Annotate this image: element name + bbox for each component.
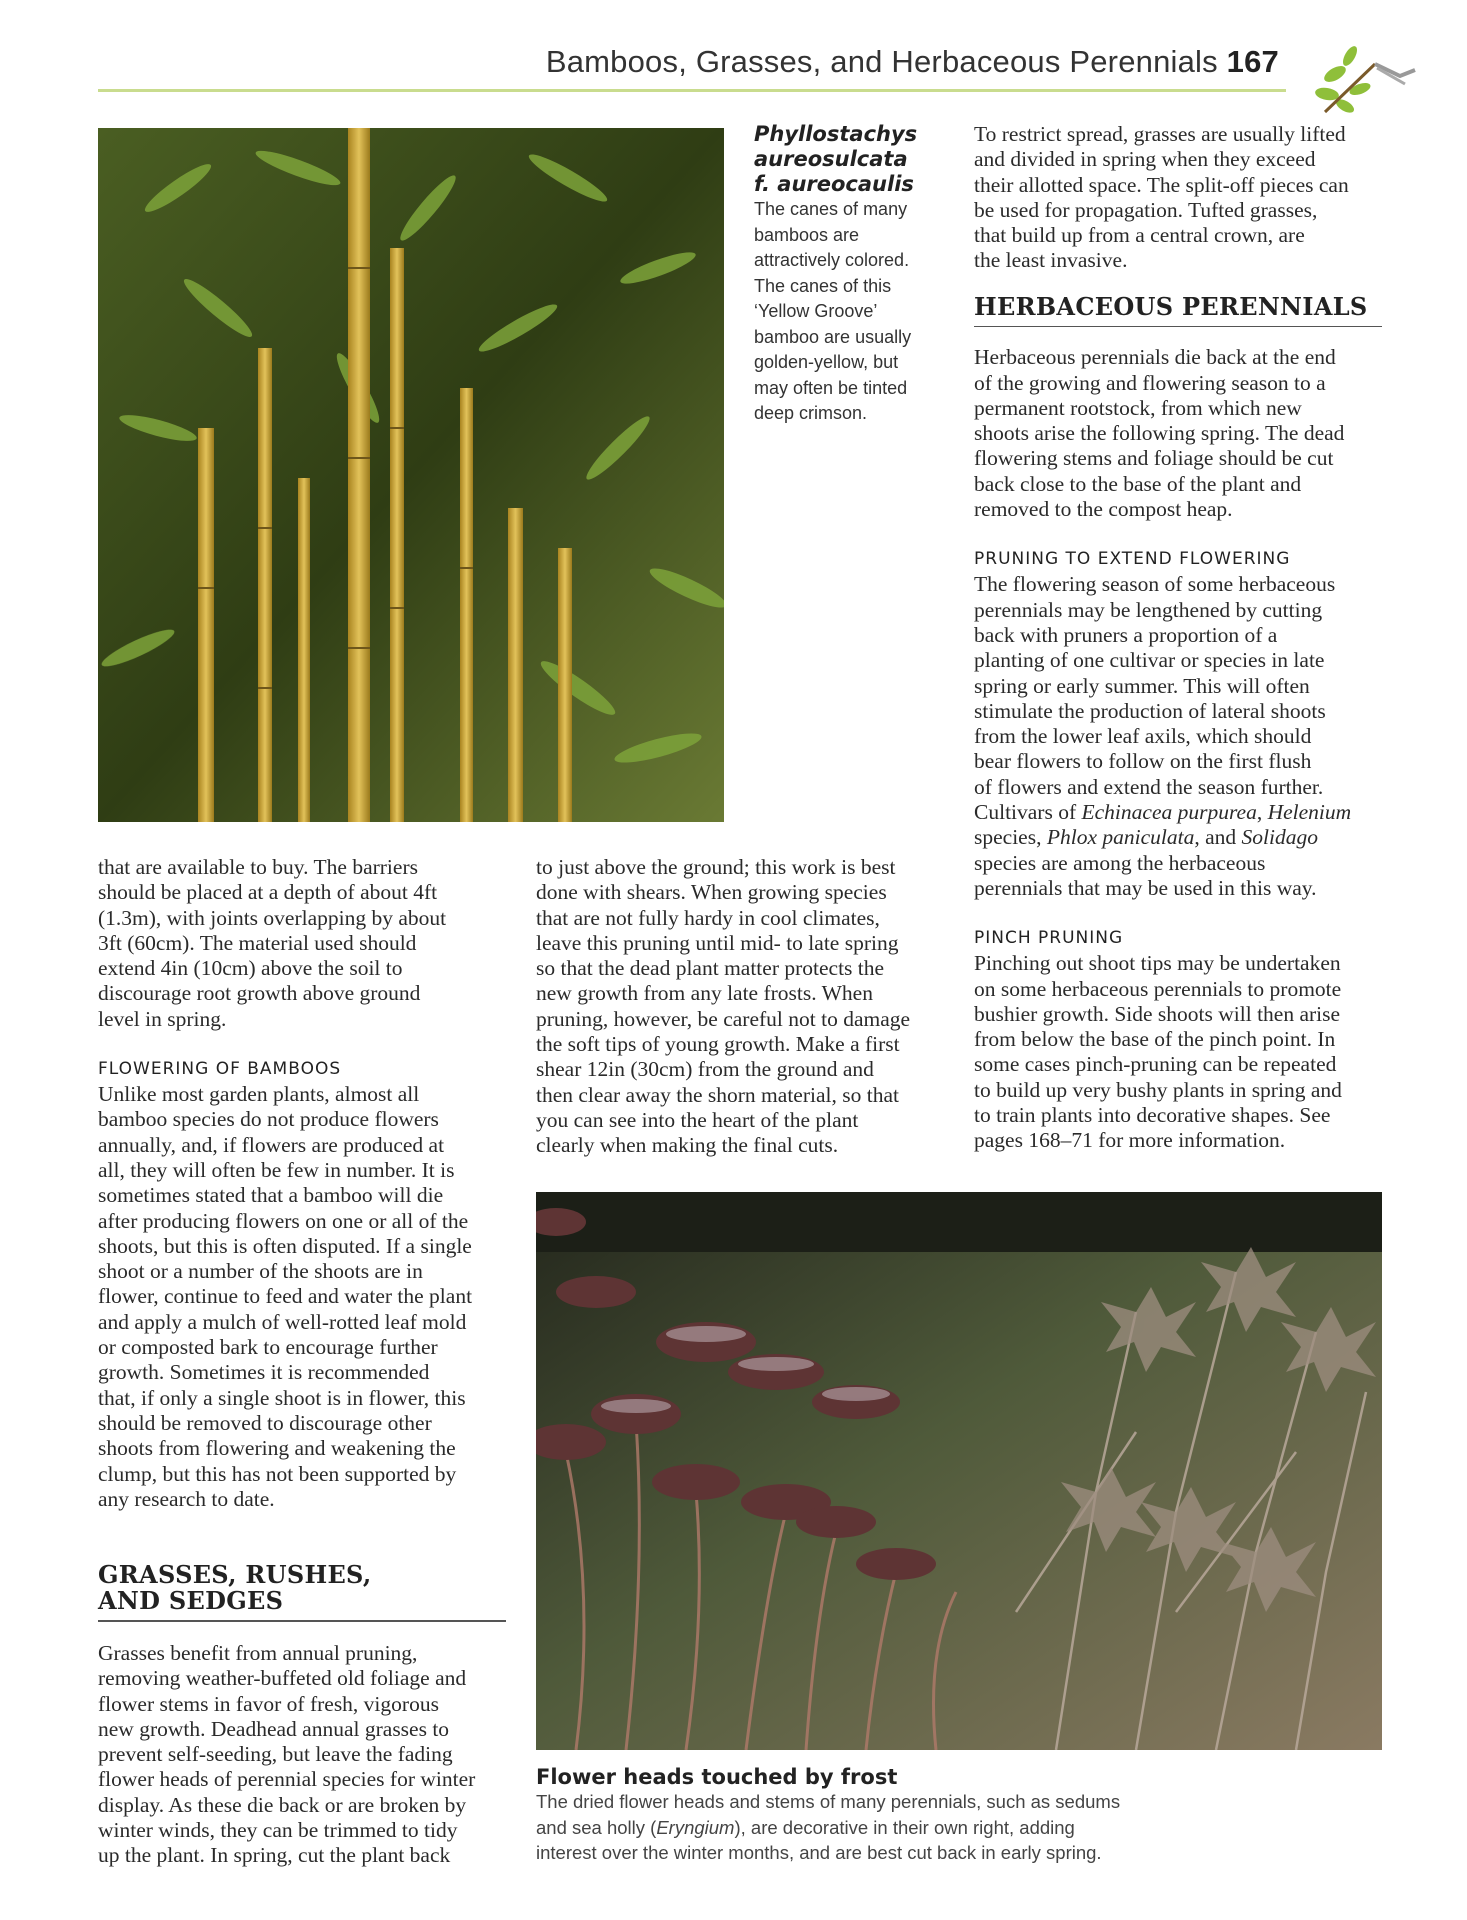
- bamboo-caption-body: The canes of many bamboos are attractively colored. The canes of this ‘Yellow Groove’ bamboo are usually golden-yellow, but may often be tinted deep crimson.: [754, 199, 912, 423]
- running-header: [546, 44, 1279, 80]
- bamboo-photo: [98, 128, 724, 822]
- column-2: to just above the ground; this work is best done with shears. When growing species that are not fully hardy in cool climates, leave this pruning until mid- to late spring so that the dead plant matter protects the new growth from any late frosts. When pruning, however, be careful not to damage the soft tips of young growth. Make a first shear 12in (30cm) from the ground and then clear away the shorn material, so that you can see into the heart of the plant clearly when making the final cuts.: [536, 855, 911, 1158]
- bamboo-illustration: [98, 128, 724, 822]
- column-3: [974, 122, 1394, 1154]
- leaf-pruner-icon: [1305, 34, 1425, 124]
- herbaceous-heading-rule: [974, 326, 1382, 328]
- herbaceous-heading: HERBACEOUS PERENNIALS: [974, 291, 1368, 321]
- bamboo-caption-title: Phyllostachys aureosulcata f. aureocaulis: [754, 122, 918, 196]
- frost-caption-body: The dried flower heads and stems of many perennials, such as sedums and sea holly (Eryngium), are decorative in their own right, adding interest over the winter months, and are best cut back in early spring.: [536, 1791, 1121, 1863]
- page-number: 167: [1226, 44, 1279, 79]
- flowering-paragraph: Unlike most garden plants, almost all bamboo species do not produce flowers annually, and, if flowers are produced at all, they will often be few in number. It is sometimes stated that a bamboo will die after producing flowers on one or all of the shoots, but this is often disputed. If a single shoot or a number of the shoots are in flower, continue to feed and water the plant and apply a mulch of well-rotted leaf mold or composted bark to encourage further growth. Sometimes it is recommended that, if only a single shoot is in flower, this should be removed to discourage other shoots from flowering and weakening the clump, but this has not been supported by any research to date.: [98, 1082, 473, 1511]
- frost-flowers-illustration: [536, 1192, 1382, 1750]
- extend-flowering-paragraph: The flowering season of some herbaceous perennials may be lengthened by cutting back with pruners a proportion of a planting of one cultivar or species in late spring or early summer. This will often stimulate the production of lateral shoots from the lower leaf axils, which should bear flowers to follow on the first flush of flowers and extend the season further. Cultivars of Echinacea purpurea, Helenium species, Phlox paniculata, and Solidago species are among the herbaceous perennials that may be used in this way.: [974, 572, 1394, 901]
- restrict-spread-paragraph: To restrict spread, grasses are usually lifted and divided in spring when they exceed their allotted space. The split-off pieces can be used for propagation. Tufted grasses, that build up from a central crown, are the least invasive.: [974, 122, 1349, 273]
- pruning-to-extend-flowering-heading: PRUNING TO EXTEND FLOWERING: [974, 549, 1291, 570]
- header-rule: [98, 89, 1286, 92]
- flowering-of-bamboos-heading: FLOWERING OF BAMBOOS: [98, 1059, 342, 1080]
- grasses-section-header: [98, 1562, 506, 1622]
- frost-caption: [536, 1765, 1336, 1866]
- herbaceous-section-header: [974, 291, 1382, 328]
- running-header-title: Bamboos, Grasses, and Herbaceous Perennials: [545, 44, 1218, 79]
- cultivars-line-1: Cultivars of Echinacea purpurea, Helenium: [974, 800, 1352, 825]
- grasses-paragraph: Grasses benefit from annual pruning, removing weather-buffeted old foliage and flower stems in favor of fresh, vigorous new growth. Deadhead annual grasses to prevent self-seeding, but leave the fading flower heads of perennial species for winter display. As these die back or are broken by winter winds, they can be trimmed to tidy up the plant. In spring, cut the plant back: [98, 1641, 476, 1868]
- grasses-heading: GRASSES, RUSHES, AND SEDGES: [98, 1560, 372, 1615]
- pinch-pruning-heading: PINCH PRUNING: [974, 928, 1124, 949]
- frost-caption-title: Flower heads touched by frost: [536, 1765, 898, 1789]
- cultivars-line-2: species, Phlox paniculata, and Solidago: [974, 825, 1318, 850]
- herbaceous-paragraph: Herbaceous perennials die back at the end of the growing and flowering season to a permanent rootstock, from which new shoots arise the following spring. The dead flowering stems and foliage should be cut back close to the base of the plant and removed to the compost heap.: [974, 345, 1345, 522]
- frost-flowers-photo: [536, 1192, 1382, 1750]
- bamboo-caption: [754, 122, 944, 427]
- column-1: [98, 855, 518, 1512]
- pinch-pruning-paragraph: Pinching out shoot tips may be undertaken on some herbaceous perennials to promote bushier growth. Side shoots will then arise from below the base of the pinch point. In some cases pinch-pruning can be repeated to build up very bushy plants in spring and to train plants into decorative shapes. See pages 168–71 for more information.: [974, 951, 1342, 1153]
- grasses-heading-rule: [98, 1620, 506, 1622]
- barrier-paragraph: that are available to buy. The barriers should be placed at a depth of about 4ft (1.3m), with joints overlapping by about 3ft (60cm). The material used should extend 4in (10cm) above the soil to discourage root growth above ground level in spring.: [98, 855, 447, 1031]
